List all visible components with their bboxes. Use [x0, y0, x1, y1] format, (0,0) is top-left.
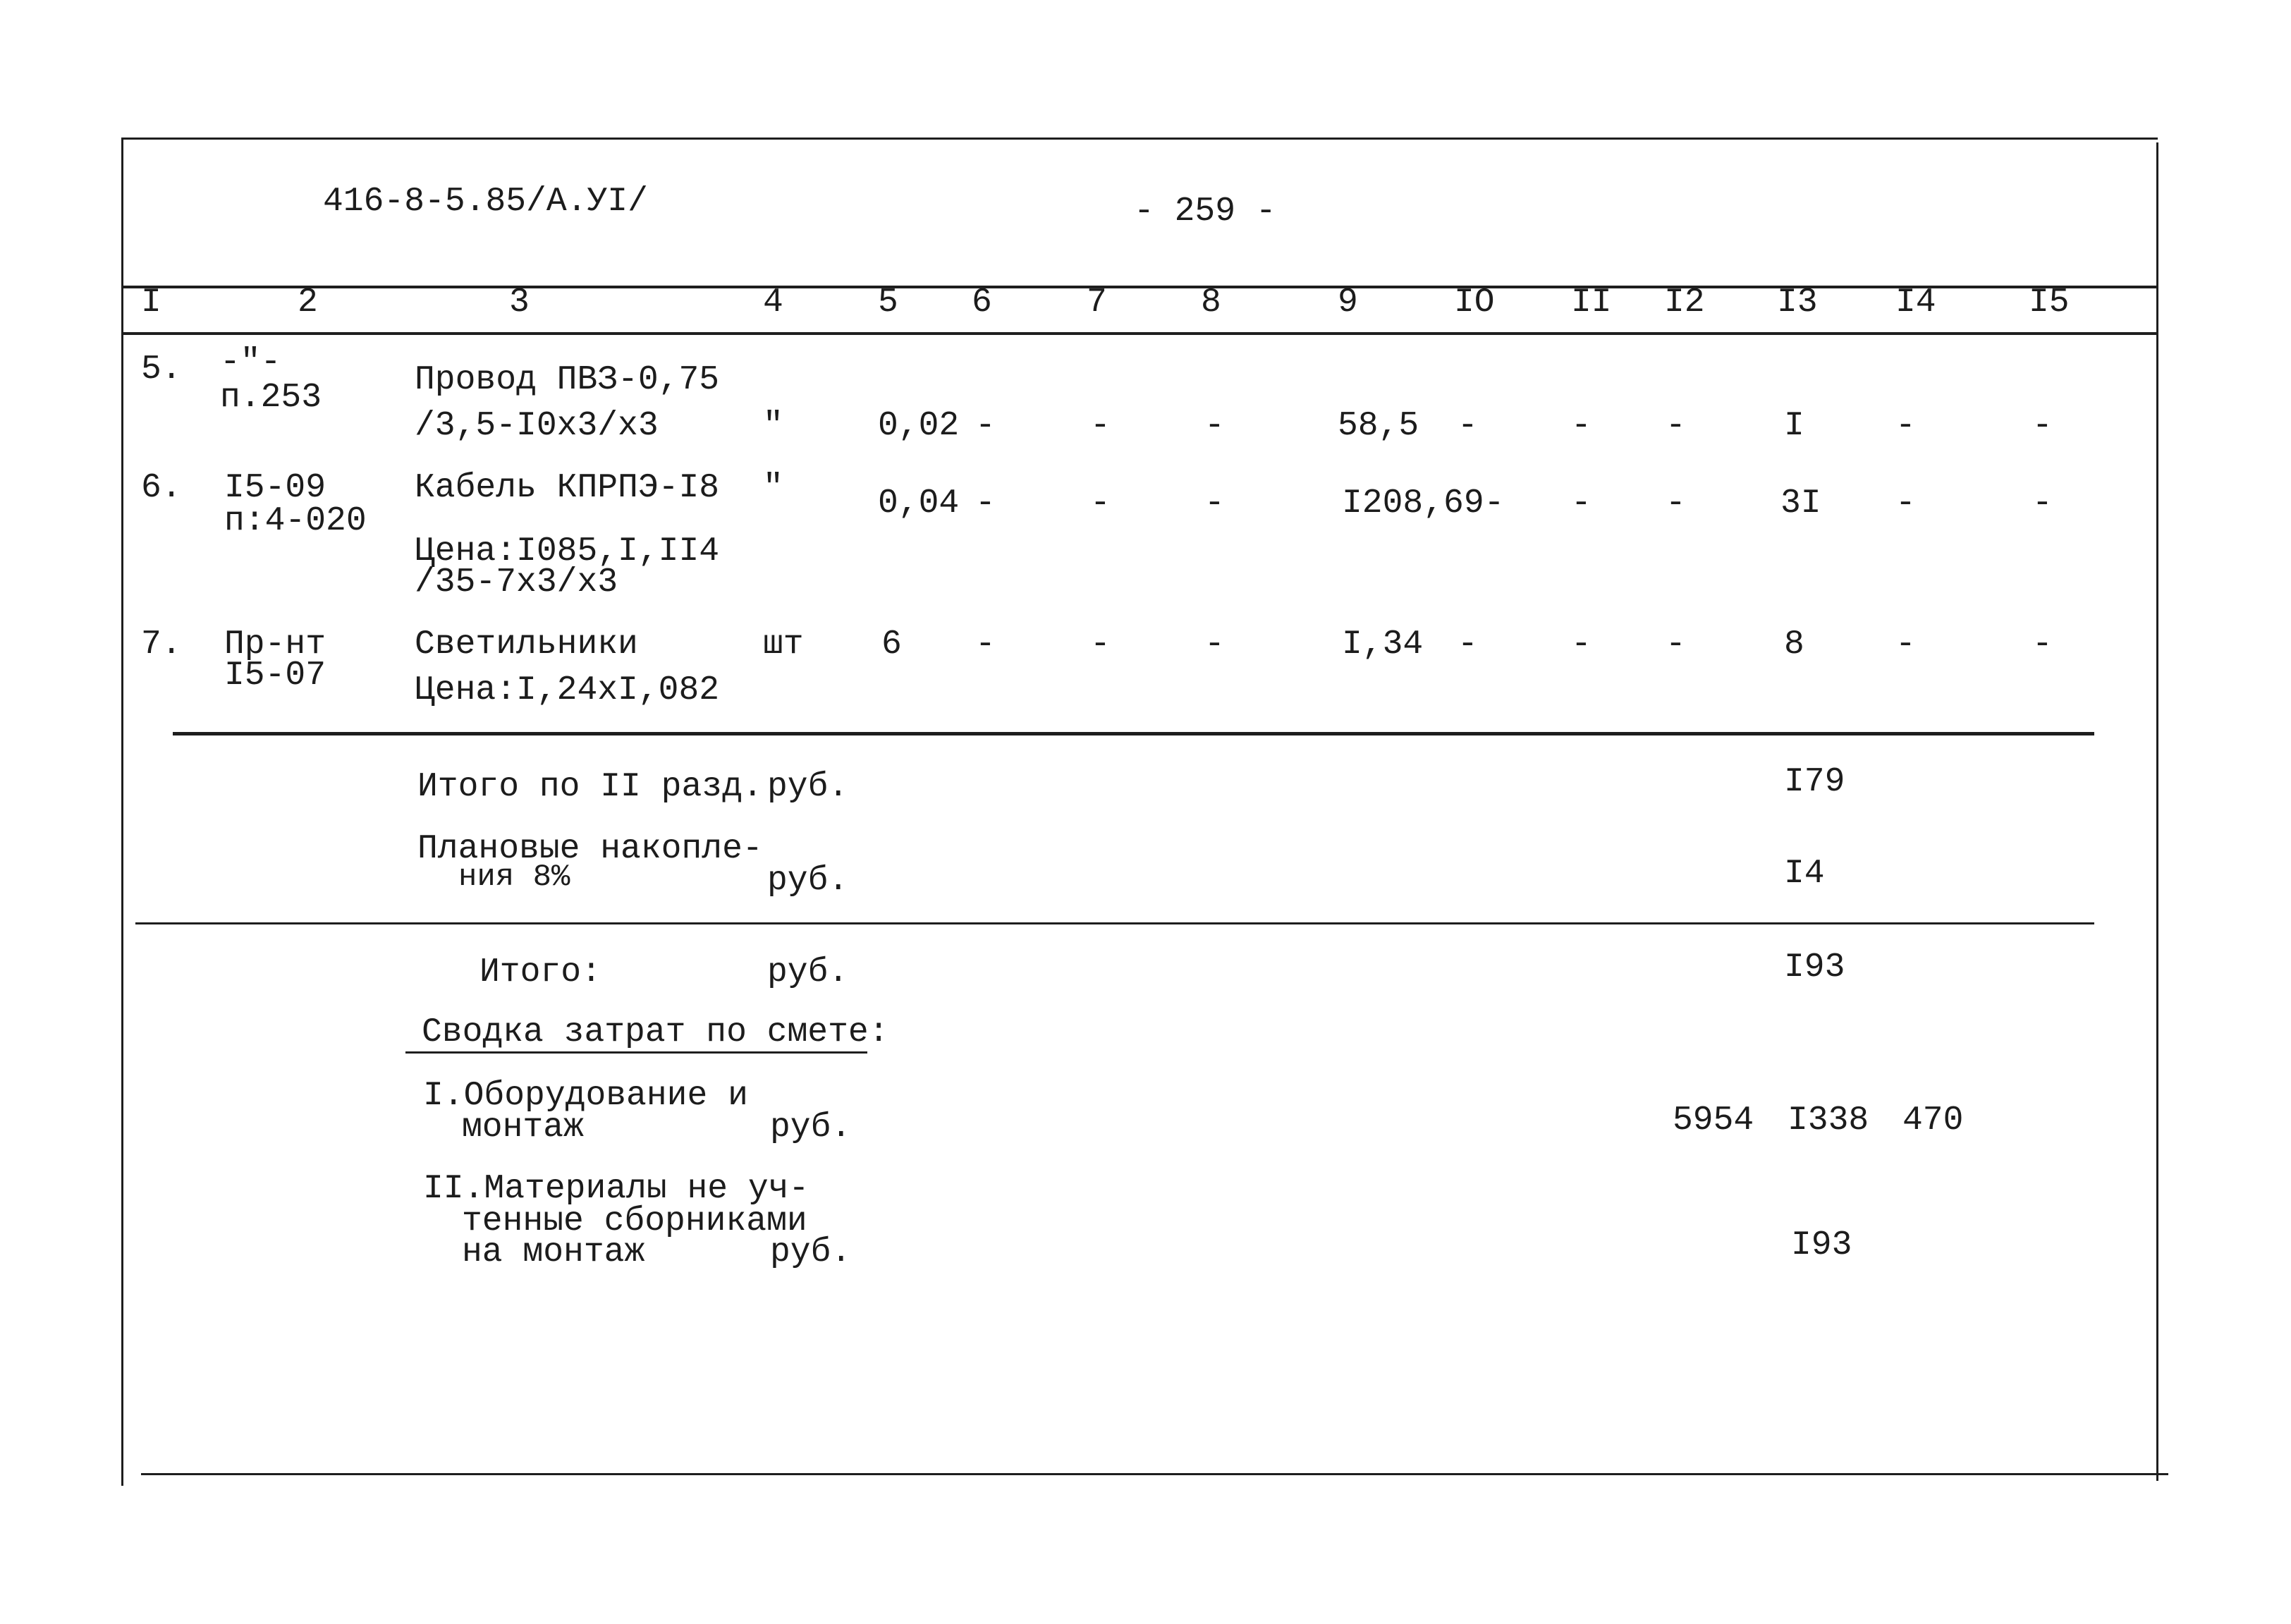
summary-item-unit: руб. [770, 1233, 852, 1271]
row-name-line-1: Кабель КПРПЭ-I8 [415, 469, 720, 507]
row-col7: - [1090, 407, 1111, 445]
frame-left-line [121, 138, 123, 1486]
section-total-label: Итого по II разд. [417, 768, 763, 806]
col-header-14: I4 [1895, 283, 1936, 322]
row-col6: - [975, 407, 996, 445]
frame-top-line [121, 138, 2158, 140]
col-header-9: 9 [1338, 283, 1358, 322]
row-col15: - [2032, 625, 2053, 664]
column-header-bottom-line [121, 332, 2158, 335]
row-reference-line-1: I5-09 [224, 469, 326, 507]
summary-item-label-line-1: II.Материалы не уч- [423, 1170, 810, 1208]
summary-item-label-line-3: на монтаж [462, 1233, 645, 1271]
row-col12: - [1666, 625, 1686, 664]
row-col11: - [1571, 625, 1592, 664]
row-col13: I [1784, 407, 1804, 445]
summary-item-col13: I338 [1788, 1101, 1869, 1140]
row-reference-line-1: Пр-нт [224, 625, 326, 664]
row-col9: I208,69- [1342, 484, 1505, 523]
row-col14: - [1895, 407, 1916, 445]
row-reference-line-1: -"- [220, 343, 281, 381]
row-col9: 58,5 [1338, 407, 1419, 445]
summary-item-col13: I93 [1791, 1226, 1852, 1264]
row-name-line-2: Цена:I,24хI,082 [415, 671, 720, 709]
row-col12: - [1666, 407, 1686, 445]
col-header-6: 6 [972, 283, 992, 322]
row-unit: " [763, 407, 783, 445]
row-col14: - [1895, 625, 1916, 664]
row-name-line-2: Цена:I085,I,II4 [415, 532, 720, 570]
row-unit: " [763, 469, 783, 507]
row-number: 6. [141, 469, 182, 507]
row-col5: 0,04 [878, 484, 960, 523]
row-number: 5. [141, 350, 182, 389]
column-header-top-line [121, 286, 2158, 288]
row-col5: 6 [881, 625, 902, 664]
summary-title-underline [405, 1051, 867, 1054]
grand-total-label: Итого: [479, 953, 601, 991]
row-col11: - [1571, 407, 1592, 445]
row-col10: - [1458, 407, 1478, 445]
row-name-line-1: Светильники [415, 625, 638, 664]
row-col13: 3I [1780, 484, 1821, 523]
row-col8: - [1204, 407, 1225, 445]
row-reference-line-2: п.253 [220, 379, 322, 417]
row-col11: - [1571, 484, 1592, 523]
summary-item-col14: 470 [1902, 1101, 1964, 1140]
row-col10: - [1458, 625, 1478, 664]
row-col15: - [2032, 484, 2053, 523]
row-col15: - [2032, 407, 2053, 445]
grand-total-value: I93 [1784, 948, 1845, 987]
section-total-unit: руб. [767, 768, 849, 806]
frame-right-line [2156, 142, 2158, 1481]
plan-savings-label-line-2: ния 8% [458, 860, 570, 895]
document-code: 416-8-5.85/А.УI/ [323, 183, 648, 221]
frame-bottom-line [141, 1473, 2168, 1475]
plan-savings-label-line-1: Плановые накопле- [417, 830, 763, 868]
grand-total-unit: руб. [767, 953, 849, 991]
col-header-8: 8 [1201, 283, 1221, 322]
row-number: 7. [141, 625, 182, 664]
section-total-value: I79 [1784, 763, 1845, 801]
summary-item-label-line-2: монтаж [462, 1109, 584, 1147]
summary-item-label-line-1: I.Оборудование и [423, 1077, 748, 1115]
col-header-11: II [1571, 283, 1612, 322]
row-unit: шт [763, 625, 804, 664]
row-name-line-3: /35-7х3/х3 [415, 563, 618, 602]
row-col9: I,34 [1342, 625, 1424, 664]
col-header-4: 4 [763, 283, 783, 322]
row-name-line-1: Провод ПВЗ-0,75 [415, 361, 720, 399]
col-header-7: 7 [1087, 283, 1107, 322]
summary-title: Сводка затрат по смете: [422, 1013, 889, 1051]
row-col6: - [975, 625, 996, 664]
row-reference-line-2: п:4-020 [224, 502, 367, 540]
row-col8: - [1204, 484, 1225, 523]
col-header-12: I2 [1664, 283, 1705, 322]
row-col14: - [1895, 484, 1916, 523]
items-separator-line [173, 732, 2094, 735]
summary-item-label-line-2: тенные сборниками [462, 1202, 807, 1240]
row-col12: - [1666, 484, 1686, 523]
row-col7: - [1090, 625, 1111, 664]
row-col13: 8 [1784, 625, 1804, 664]
row-reference-line-2: I5-07 [224, 657, 326, 695]
col-header-5: 5 [878, 283, 898, 322]
col-header-1: I [141, 283, 161, 322]
col-header-10: IO [1454, 283, 1495, 322]
summary-item-col12: 5954 [1673, 1101, 1754, 1140]
col-header-15: I5 [2029, 283, 2070, 322]
plan-savings-value: I4 [1784, 855, 1825, 893]
totals-separator-line [135, 922, 2094, 924]
col-header-3: 3 [509, 283, 530, 322]
col-header-13: I3 [1777, 283, 1818, 322]
page-number: - 259 - [1134, 193, 1276, 231]
plan-savings-unit: руб. [767, 862, 849, 900]
row-col7: - [1090, 484, 1111, 523]
col-header-2: 2 [298, 283, 318, 322]
row-col8: - [1204, 625, 1225, 664]
row-col6: - [975, 484, 996, 523]
row-name-line-2: /3,5-I0х3/х3 [415, 407, 659, 445]
summary-item-unit: руб. [770, 1109, 852, 1147]
row-col5: 0,02 [878, 407, 960, 445]
